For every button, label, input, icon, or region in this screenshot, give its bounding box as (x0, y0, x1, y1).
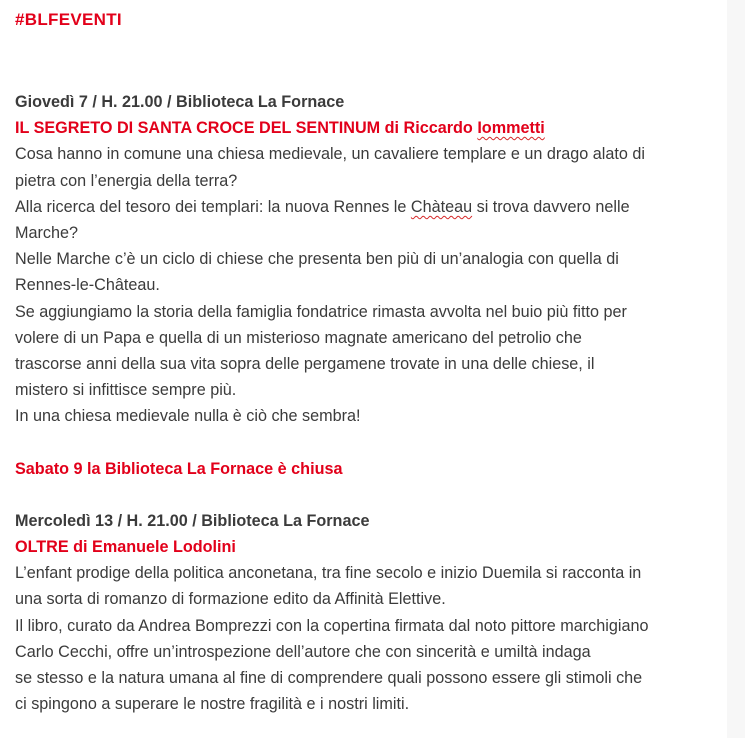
event-2-meta: Mercoledì 13 / H. 21.00 / Biblioteca La Fornace (15, 511, 370, 530)
event-1-line-6: Rennes-le-Château. (15, 276, 160, 295)
event-1 (15, 89, 715, 430)
event-2-title: OLTRE di Emanuele Lodolini (15, 538, 236, 557)
event-1-line-11: In una chiesa medievale nulla è ciò che sembra! (15, 407, 361, 426)
event-1-line-4: Marche? (15, 224, 78, 243)
event-1-line-1: Cosa hanno in comune una chiesa medievale, un cavaliere templare e un drago alato di (15, 145, 645, 164)
event-2-line-3: Il libro, curato da Andrea Bomprezzi con la copertina firmata dal noto pittore marchigiano (15, 616, 649, 635)
event-2-line-4: Carlo Cecchi, offre un’introspezione dell’autore che con sincerità e umiltà indaga (15, 642, 591, 661)
hashtag-heading: #BLFEVENTI (15, 10, 122, 29)
scrollbar-track[interactable] (727, 0, 745, 738)
event-1-line-8: volere di un Papa e quella di un misterioso magnate americano del petrolio che (15, 328, 582, 347)
spacer (15, 430, 715, 456)
event-1-line-2: pietra con l’energia della terra? (15, 171, 238, 190)
event-2-line-6: ci spingono a superare le nostre fragilità e i nostri limiti. (15, 695, 410, 714)
spacer (15, 31, 715, 89)
event-2 (15, 508, 715, 718)
event-1-meta: Giovedì 7 / H. 21.00 / Biblioteca La Fornace (15, 93, 345, 111)
event-1-line-5: Nelle Marche c’è un ciclo di chiese che presenta ben più di un’analogia con quella di (15, 250, 619, 269)
event-1-line-7: Se aggiungiamo la storia della famiglia fondatrice rimasta avvolta nel buio più fitto per (15, 302, 627, 321)
event-1-line-9: trascorse anni della sua vita sopra delle pergamene trovate in una delle chiese, il (15, 355, 595, 374)
event-1-line-3-word: Chàteau (410, 197, 473, 216)
closure-notice: Sabato 9 la Biblioteca La Fornace è chiusa (15, 459, 343, 478)
event-1-line-3 (15, 194, 715, 220)
event-2-line-5: se stesso e la natura umana al fine di comprendere quali possono essere gli stimoli che (15, 669, 643, 688)
event-1-line-3-before: Alla ricerca del tesoro dei templari: la nuova Rennes le (15, 197, 411, 216)
event-1-author-surname: Iommetti (477, 119, 545, 138)
event-1-title-text: IL SEGRETO DI SANTA CROCE DEL SENTINUM di Riccardo (15, 119, 478, 138)
spacer (15, 482, 715, 508)
newsletter-content (15, 9, 715, 717)
event-1-line-3-after: si trova davvero nelle (472, 197, 630, 216)
event-1-line-10: mistero si infittisce sempre più. (15, 381, 237, 400)
event-1-title (15, 115, 715, 141)
event-2-line-1: L’enfant prodige della politica anconetana, tra fine secolo e inizio Duemila si racconta in (15, 564, 642, 583)
event-2-line-2: una sorta di romanzo di formazione edito da Affinità Elettive. (15, 590, 446, 609)
